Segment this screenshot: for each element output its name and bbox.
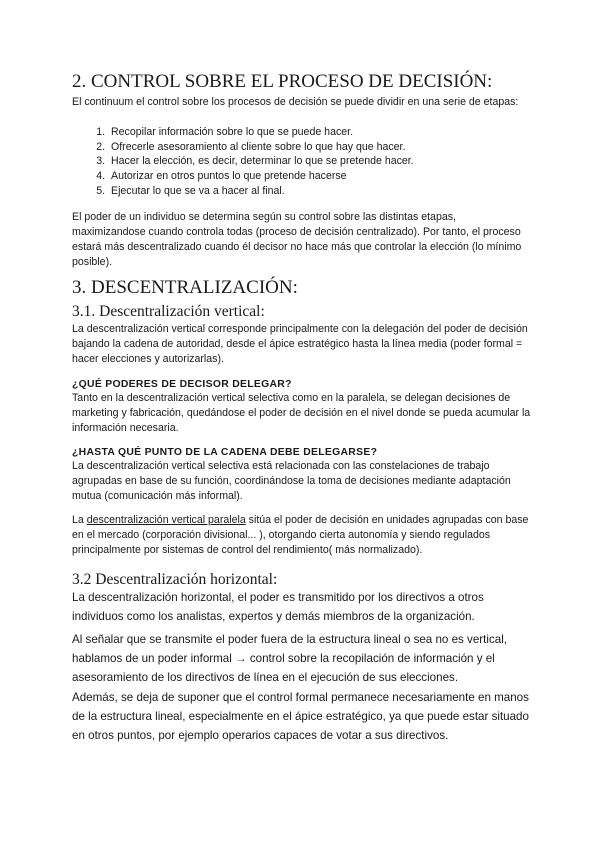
list-item: 3. Hacer la elección, es decir, determinar lo que se pretende hacer. [108, 154, 548, 169]
vertical-decentralization-paragraph: La descentralización vertical corresponde principalmente con la delegación del poder de decisión bajando la cadena de autoridad, desde el ápice estratégico hasta la línea media (poder formal = hacer elecciones y autorizarlas). [72, 323, 528, 365]
answer-paragraph-delegate: Tanto en la descentralización vertical selectiva como en la paralela, se delegan decisiones de marketing y fabricación, quedándose el poder de decisión en el nivel donde se pueda acumular la información necesaria. [72, 392, 531, 434]
subsection-3-1-heading: 3.1. Descentralización vertical: [72, 303, 265, 320]
section-3-heading: 3. DESCENTRALIZACIÓN: [72, 277, 298, 298]
horizontal-paragraph-2: Al señalar que se transmite el poder fuera de la estructura lineal o sea no es vertical, hablamos de un poder informal → control sobre la recopilación de información y el asesoramiento de los directivos de línea en el ejecución de sus elecciones. [72, 633, 508, 684]
section-2-heading: 2. CONTROL SOBRE EL PROCESO DE DECISIÓN: [72, 71, 493, 92]
horizontal-paragraph-1: La descentralización horizontal, el poder es transmitido por los directivos a otros individuos como los analistas, expertos y demás miembros de la organización. [72, 591, 484, 623]
list-item: 1. Recopilar información sobre lo que se puede hacer. [108, 125, 548, 140]
answer-paragraph-chain: La descentralización vertical selectiva está relacionada con las constelaciones de trabajo agrupadas en base de su función, coordinándose la toma de decisiones mediante adaptación mutua (comunicación más informal). [72, 460, 511, 502]
question-heading-chain: ¿HASTA QUÉ PUNTO DE LA CADENA DEBE DELEGARSE? [72, 447, 378, 458]
parallel-decentralization-term: descentralización vertical paralela [86, 514, 246, 526]
section-2-paragraph: El poder de un individuo se determina según su control sobre las distintas etapas, maximizandose cuando controla todas (proceso de decisión centralizado). Por tanto, el proceso estará más descentralizado cuando él decisor no hace más que controlar la elección (lo mínimo posible). [72, 211, 522, 268]
subsection-3-2-heading: 3.2 Descentralización horizontal: [72, 571, 278, 588]
horizontal-paragraph-3: Además, se deja de suponer que el control formal permanece necesariamente en manos de la estructura lineal, especialmente en el ápice estratégico, ya que puede estar situado en otros puntos, por ejemplo operarios capaces de votar a sus directivos. [72, 691, 529, 742]
list-item: 5. Ejecutar lo que se va a hacer al final. [108, 184, 548, 199]
list-item: 2. Ofrecerle asesoramiento al cliente sobre lo que hay que hacer. [108, 140, 548, 155]
decision-steps-list [86, 125, 548, 199]
parallel-decentralization-paragraph: La descentralización vertical paralela sitúa el poder de decisión en unidades agrupadas con base en el mercado (corporación divisional... ), otorgando cierta autonomía y siendo regulados principalmente por sistemas de control del rendimiento( más normalizado). [72, 514, 529, 556]
question-heading-delegate: ¿QUÉ PODERES DE DECISOR DELEGAR? [72, 379, 292, 390]
section-2-intro: El continuum el control sobre los procesos de decisión se puede dividir en una serie de etapas: [72, 96, 519, 108]
list-item: 4. Autorizar en otros puntos lo que pretende hacerse [108, 169, 548, 184]
